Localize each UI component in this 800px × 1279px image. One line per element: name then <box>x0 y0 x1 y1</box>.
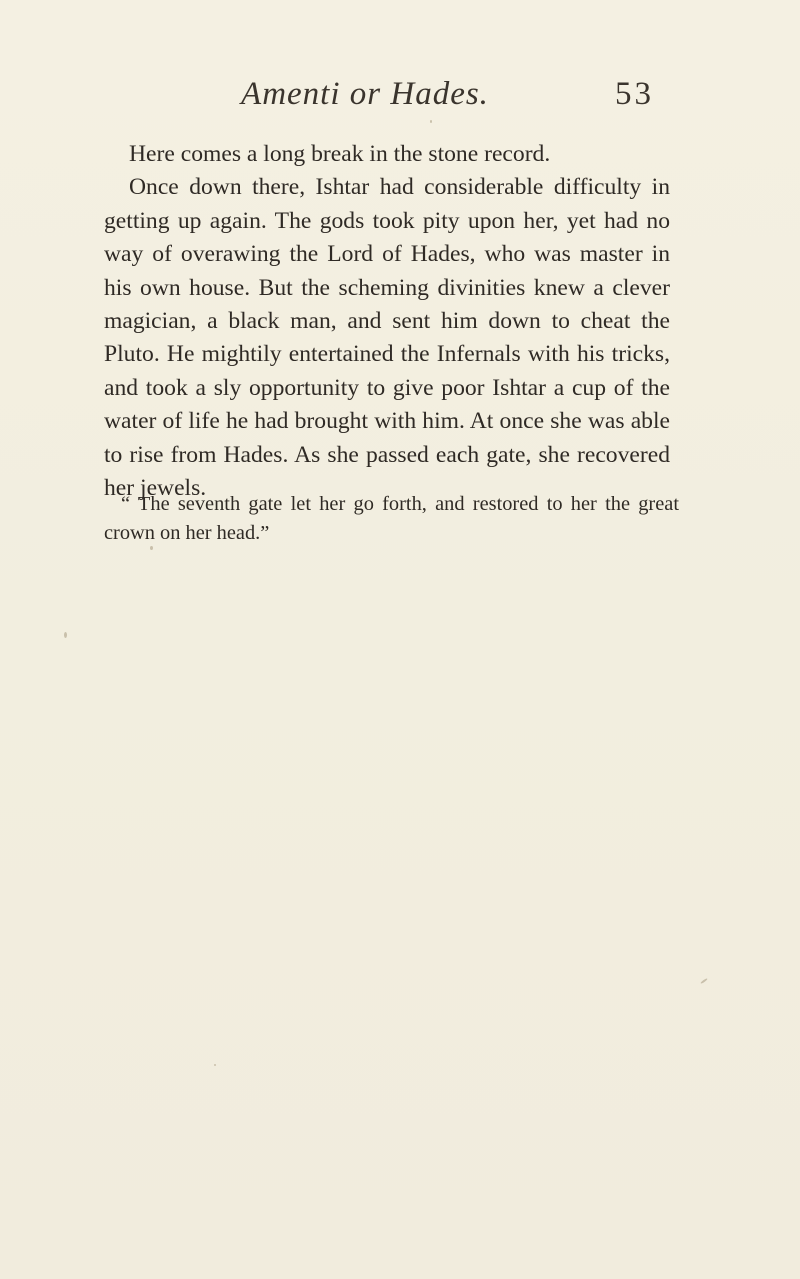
running-title: Amenti or Hades. <box>241 76 489 112</box>
page-header <box>0 76 800 120</box>
paper-speck <box>64 632 67 638</box>
block-quote: “ The seventh gate let her go forth, and restored to her the great crown on her head.” <box>104 493 679 544</box>
paper-speck <box>214 1064 216 1066</box>
paragraph: Here comes a long break in the stone record. <box>129 141 551 167</box>
page-number: 53 <box>615 76 654 112</box>
paper-speck <box>700 978 708 984</box>
paper-speck <box>430 120 432 123</box>
paper-speck <box>150 546 153 550</box>
paragraph: Once down there, Ishtar had considerable difficulty in getting up again. The gods took pity upon her, yet had no way of overawing the Lord of Hades, who was master in his own house. But the scheming divinities knew a clever magician, a black man, and sent him down to cheat the Pluto. He mightily entertained the Infernals with his tricks, and took a sly opportunity to give poor Ishtar a cup of the water of life he had brought with him. At once she was able to rise from Hades. As she passed each gate, she recovered her jewels. <box>104 174 670 502</box>
body-text <box>104 138 670 505</box>
